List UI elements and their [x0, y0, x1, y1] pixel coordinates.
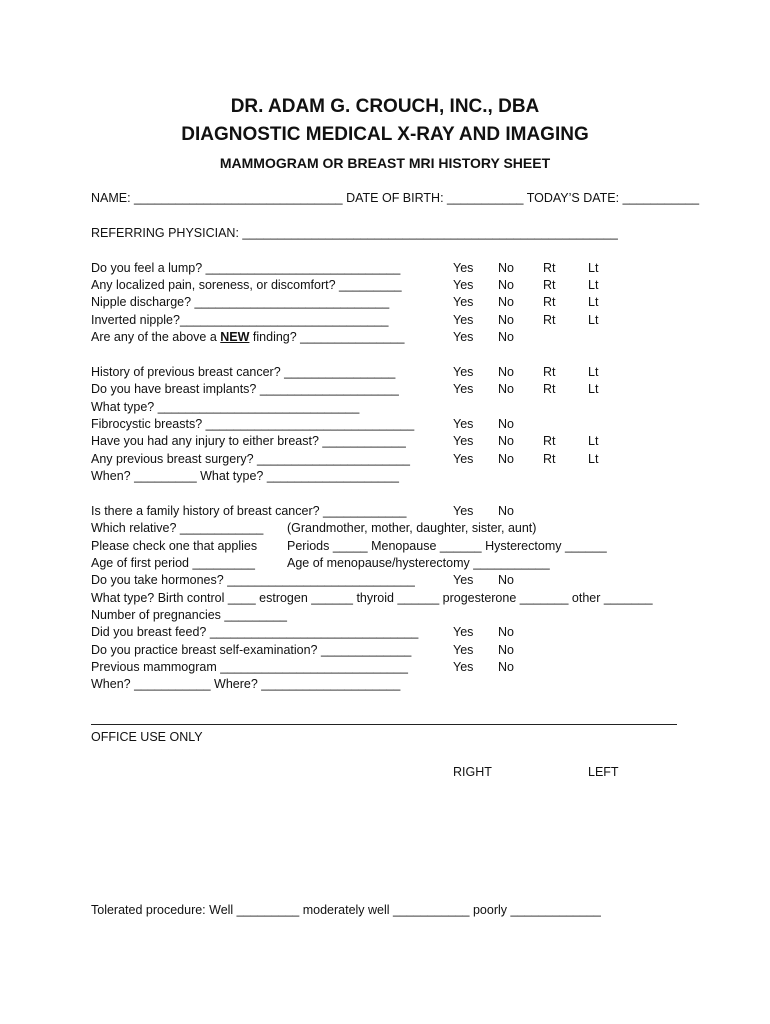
hormones-question[interactable]: Do you take hormones? ___________________________: [91, 573, 415, 587]
rt-option[interactable]: Rt: [543, 278, 556, 292]
no-option[interactable]: No: [498, 278, 514, 292]
yes-option[interactable]: Yes: [453, 330, 474, 344]
lt-option[interactable]: Lt: [588, 434, 599, 448]
which-relative-field[interactable]: Which relative? ____________: [91, 521, 264, 535]
practice-subtitle: DIAGNOSTIC MEDICAL X-RAY AND IMAGING: [181, 124, 589, 145]
rt-option[interactable]: Rt: [543, 434, 556, 448]
practice-name: DR. ADAM G. CROUCH, INC., DBA: [230, 96, 540, 117]
lt-option[interactable]: Lt: [588, 278, 599, 292]
yes-option[interactable]: Yes: [453, 452, 474, 466]
periods-menopause-hysterectomy-field[interactable]: Periods _____ Menopause ______ Hysterectomy ______: [287, 539, 607, 553]
no-option[interactable]: No: [498, 261, 514, 275]
rt-option[interactable]: Rt: [543, 365, 556, 379]
no-option[interactable]: No: [498, 660, 514, 674]
yes-option[interactable]: Yes: [453, 365, 474, 379]
yes-option[interactable]: Yes: [453, 278, 474, 292]
right-label: RIGHT: [453, 765, 492, 779]
first-period-field[interactable]: Age of first period _________: [91, 556, 256, 570]
family-history-question[interactable]: Is there a family history of breast cancer? ____________: [91, 504, 407, 518]
surgery-question[interactable]: Any previous breast surgery? ______________________: [91, 452, 410, 466]
lt-option[interactable]: Lt: [588, 452, 599, 466]
implant-type-field[interactable]: What type? _____________________________: [91, 400, 360, 414]
rt-option[interactable]: Rt: [543, 313, 556, 327]
left-label: LEFT: [588, 765, 619, 779]
no-option[interactable]: No: [498, 625, 514, 639]
no-option[interactable]: No: [498, 573, 514, 587]
breast-feed-question[interactable]: Did you breast feed? ______________________________: [91, 625, 419, 639]
new-emphasis: NEW: [220, 330, 250, 344]
office-use-heading: OFFICE USE ONLY: [91, 730, 203, 744]
previous-cancer-question[interactable]: History of previous breast cancer? ________________: [91, 365, 396, 379]
nipple-discharge-question[interactable]: Nipple discharge? ____________________________: [91, 295, 390, 309]
yes-option[interactable]: Yes: [453, 417, 474, 431]
rt-option[interactable]: Rt: [543, 261, 556, 275]
fibrocystic-question[interactable]: Fibrocystic breasts? ______________________________: [91, 417, 415, 431]
lt-option[interactable]: Lt: [588, 382, 599, 396]
tolerated-procedure-field[interactable]: Tolerated procedure: Well _________ moderately well ___________ poorly _____________: [91, 903, 601, 917]
yes-option[interactable]: Yes: [453, 434, 474, 448]
yes-option[interactable]: Yes: [453, 643, 474, 657]
yes-option[interactable]: Yes: [453, 660, 474, 674]
yes-option[interactable]: Yes: [453, 625, 474, 639]
hormone-type-field[interactable]: What type? Birth control ____ estrogen ______ thyroid ______ progesterone _______ other _______: [91, 591, 653, 605]
divider: [91, 724, 677, 725]
no-option[interactable]: No: [498, 330, 514, 344]
referring-physician-field[interactable]: REFERRING PHYSICIAN: ______________________________________________________: [91, 226, 618, 240]
check-one-label: Please check one that applies: [91, 539, 258, 553]
new-finding-text-pre: Are any of the above a: [91, 330, 221, 344]
lt-option[interactable]: Lt: [588, 261, 599, 275]
no-option[interactable]: No: [498, 313, 514, 327]
lt-option[interactable]: Lt: [588, 295, 599, 309]
injury-question[interactable]: Have you had any injury to either breast? ____________: [91, 434, 406, 448]
no-option[interactable]: No: [498, 643, 514, 657]
form-title: MAMMOGRAM OR BREAST MRI HISTORY SHEET: [219, 155, 551, 171]
lt-option[interactable]: Lt: [588, 365, 599, 379]
yes-option[interactable]: Yes: [453, 504, 474, 518]
no-option[interactable]: No: [498, 295, 514, 309]
name-dob-date-field[interactable]: NAME: ______________________________ DATE OF BIRTH: ___________ TODAY’S DATE: ___________: [91, 191, 700, 205]
lump-question[interactable]: Do you feel a lump? ____________________________: [91, 261, 401, 275]
no-option[interactable]: No: [498, 365, 514, 379]
new-finding-question[interactable]: [91, 330, 404, 345]
pain-question[interactable]: Any localized pain, soreness, or discomfort? _________: [91, 278, 402, 292]
relative-options: (Grandmother, mother, daughter, sister, aunt): [287, 521, 537, 535]
no-option[interactable]: No: [498, 434, 514, 448]
implants-question[interactable]: Do you have breast implants? ____________________: [91, 382, 399, 396]
rt-option[interactable]: Rt: [543, 382, 556, 396]
no-option[interactable]: No: [498, 417, 514, 431]
self-exam-question[interactable]: Do you practice breast self-examination? _____________: [91, 643, 412, 657]
lt-option[interactable]: Lt: [588, 313, 599, 327]
no-option[interactable]: No: [498, 452, 514, 466]
rt-option[interactable]: Rt: [543, 452, 556, 466]
yes-option[interactable]: Yes: [453, 573, 474, 587]
no-option[interactable]: No: [498, 504, 514, 518]
previous-mammogram-question[interactable]: Previous mammogram ___________________________: [91, 660, 408, 674]
menopause-age-field[interactable]: Age of menopause/hysterectomy ___________: [287, 556, 550, 570]
rt-option[interactable]: Rt: [543, 295, 556, 309]
yes-option[interactable]: Yes: [453, 295, 474, 309]
yes-option[interactable]: Yes: [453, 313, 474, 327]
pregnancies-field[interactable]: Number of pregnancies _________: [91, 608, 287, 622]
yes-option[interactable]: Yes: [453, 261, 474, 275]
mammogram-when-where-field[interactable]: When? ___________ Where? ____________________: [91, 677, 401, 691]
inverted-nipple-question[interactable]: Inverted nipple?______________________________: [91, 313, 389, 327]
no-option[interactable]: No: [498, 382, 514, 396]
surgery-when-type-field[interactable]: When? _________ What type? ___________________: [91, 469, 399, 483]
yes-option[interactable]: Yes: [453, 382, 474, 396]
new-finding-text-post: finding? _______________: [249, 330, 405, 344]
